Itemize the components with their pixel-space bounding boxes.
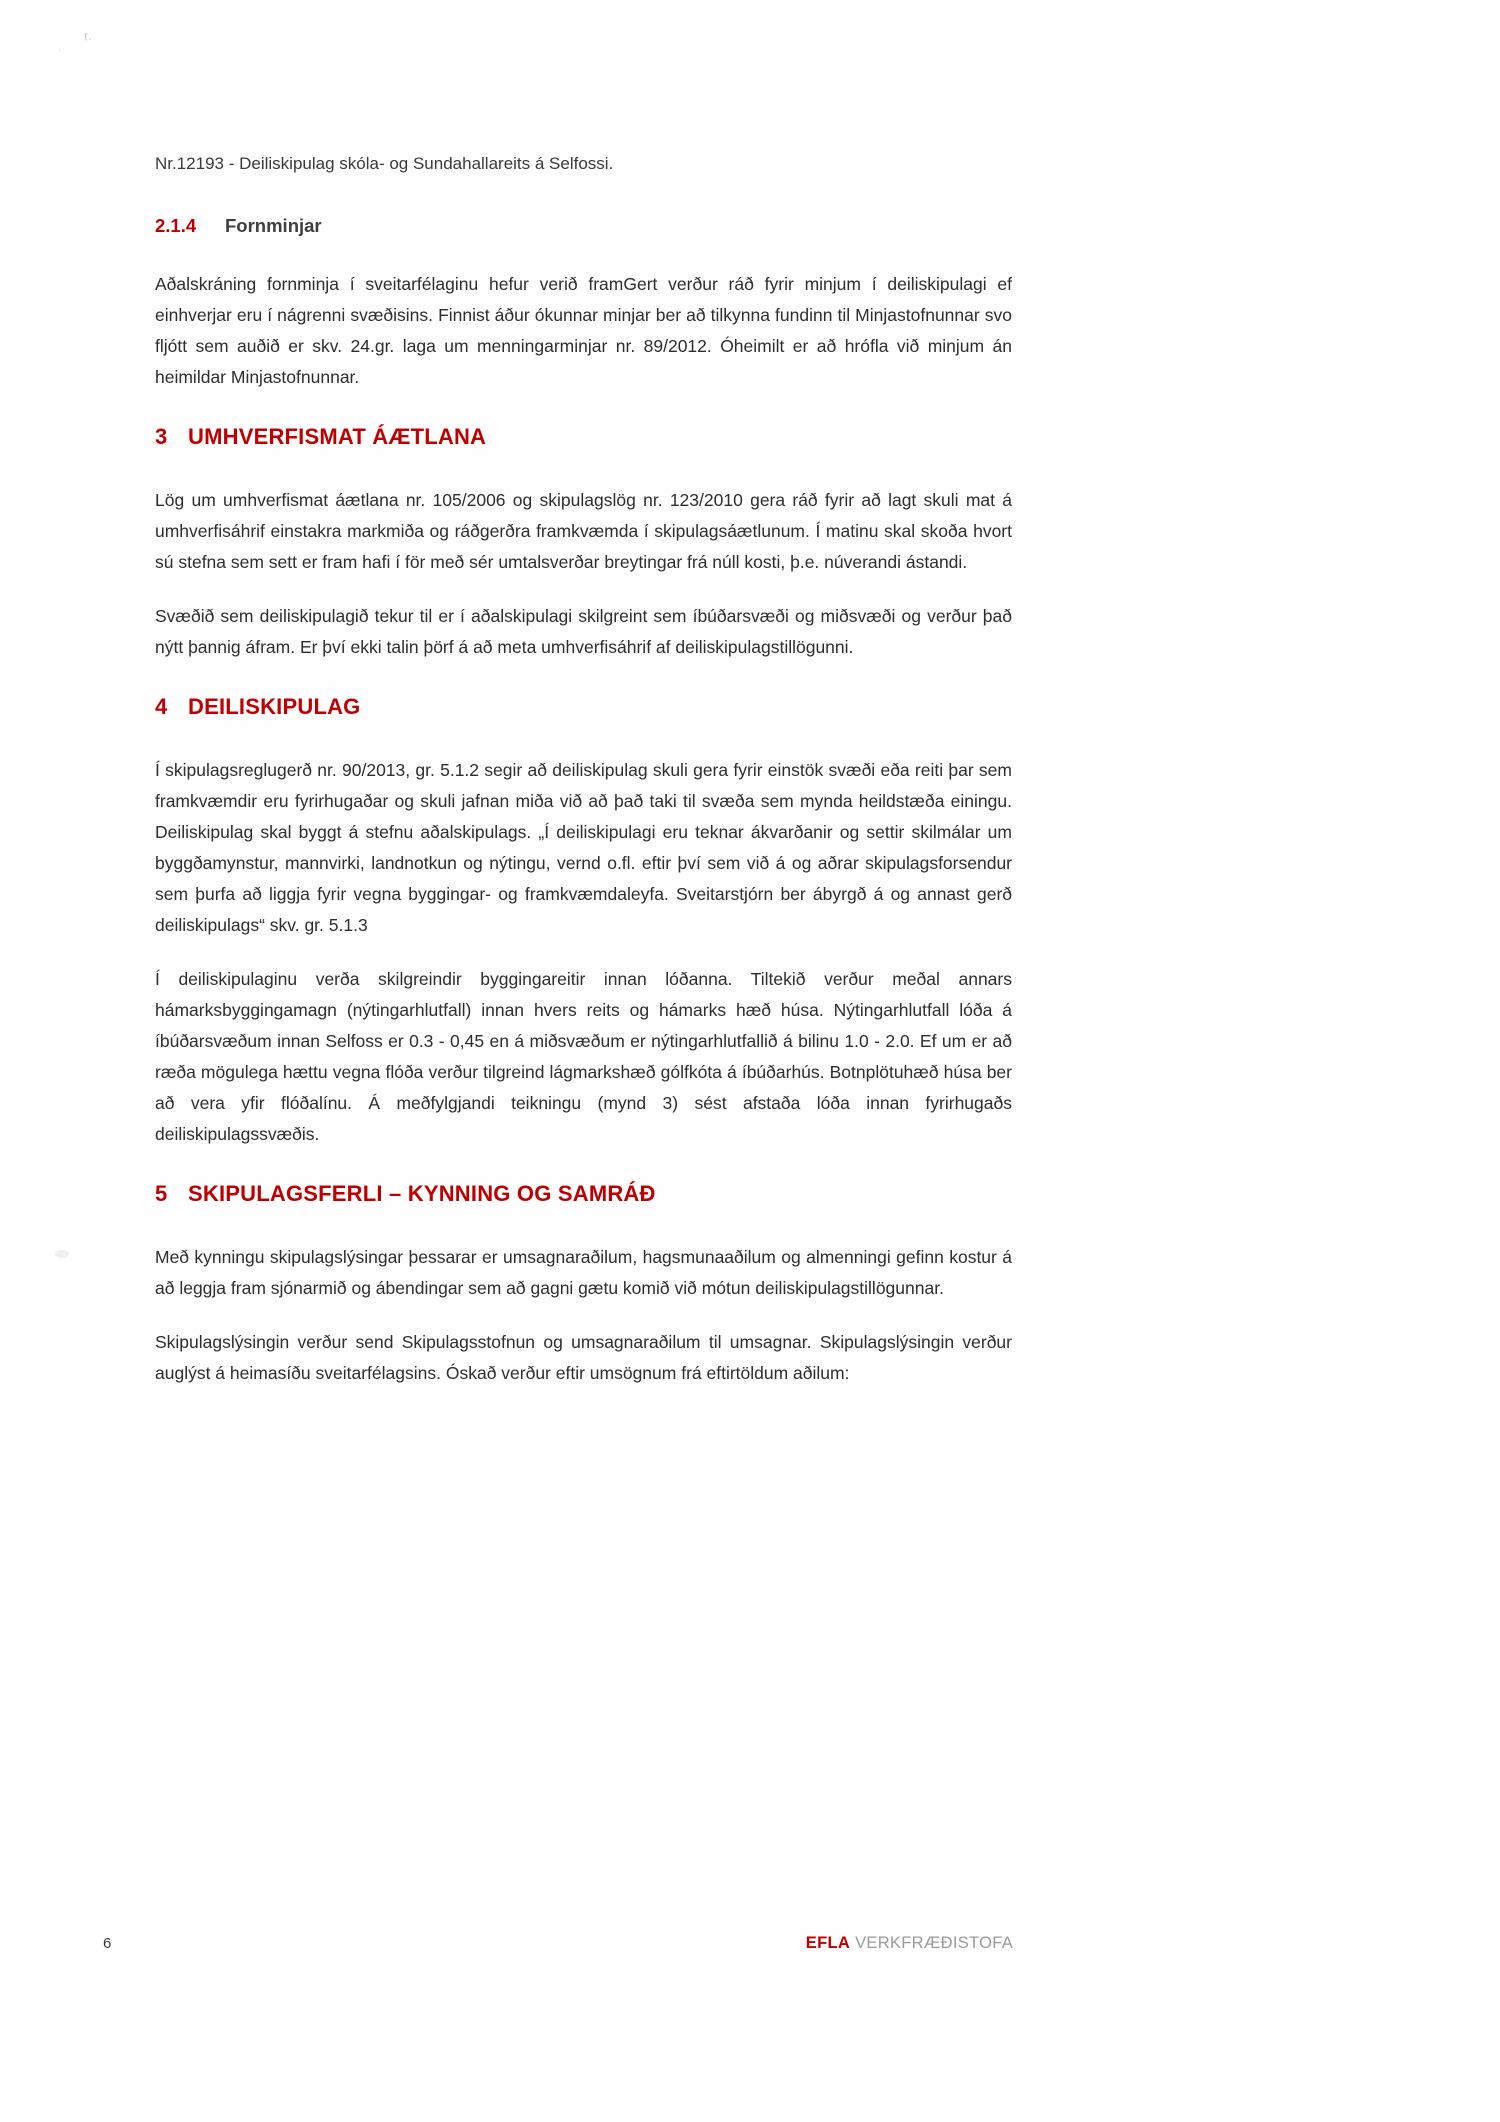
section-heading-umhverfismat — [155, 423, 1012, 451]
section-number: 3 — [155, 424, 168, 449]
paragraph: Með kynningu skipulagslýsingar þessarar er umsagnaraðilum, hagsmunaaðilum og almenningi gefinn kostur á að leggja fram sjónarmið og ábendingar sem að gagni gætu komið við mótun deiliskipulagstillögunnar. — [155, 1247, 1012, 1298]
paragraph: Skipulagslýsingin verður send Skipulagsstofnun og umsagnaraðilum til umsagnar. Skipulagslýsingin verður auglýst á heimasíðu sveitarfélagsins. Óskað verður eftir umsögnum frá eftirtöldum aðilum: — [155, 1332, 1012, 1383]
subsection-number: 2.1.4 — [155, 215, 197, 236]
paragraph: Í skipulagsreglugerð nr. 90/2013, gr. 5.1.2 segir að deiliskipulag skuli gera fyrir einstök svæði eða reiti þar sem framkvæmdir eru fyrirhugaðar og skuli jafnan miða við að það taki til svæða sem mynda heildstæða einingu. Deiliskipulag skal byggt á stefnu aðalskipulags. „Í deiliskipulagi eru teknar ákvarðanir og settir skilmálar um byggðamynstur, mannvirki, landnotkun og nýtingu, vernd o.fl. eftir því sem við á og aðrar skipulagsforsendur sem þurfa að liggja fyrir vegna byggingar- og framkvæmdaleyfa. Sveitarstjórn ber ábyrgð á og annast gerð deiliskipulags“ skv. gr. 5.1.3 — [155, 760, 1012, 935]
paragraph: Í deiliskipulaginu verða skilgreindir byggingareitir innan lóðanna. Tiltekið verður meðal annars hámarksbyggingamagn (nýtingarhlutfall) innan hvers reits og hámarks hæð húsa. Nýtingarhlutfall lóða á íbúðarsvæðum innan Selfoss er 0.3 - 0,45 en á miðsvæðum er nýtingarhlutfallið á bilinu 1.0 - 2.0. Ef um er að ræða mögulega hættu vegna flóða verður tilgreind lágmarkshæð gólfkóta á íbúðarhús. Botnplötuhæð húsa ber að vera yfir flóðalínu. Á meðfylgjandi teikningu (mynd 3) sést afstaða lóða innan fyrirhugaðs deiliskipulagssvæðis. — [155, 969, 1012, 1144]
subsection-heading-fornminjar — [155, 215, 1012, 237]
section-heading-skipulagsferli — [155, 1180, 1012, 1208]
scan-artifact: , — [58, 42, 61, 53]
brand-suffix: VERKFRÆÐISTOFA — [855, 1934, 1013, 1952]
scan-artifact — [55, 1250, 69, 1258]
section-title: UMHVERFISMAT ÁÆTLANA — [188, 424, 487, 449]
section-number: 5 — [155, 1181, 168, 1206]
section-number: 4 — [155, 694, 168, 719]
page-number: 6 — [103, 1935, 112, 1952]
section-title: DEILISKIPULAG — [188, 694, 361, 719]
paragraph: Aðalskráning fornminja í sveitarfélaginu hefur verið framGert verður ráð fyrir minjum í deiliskipulagi ef einhverjar eru í nágrenni svæðisins. Finnist áður ókunnar minjar ber að tilkynna fundinn til Minjastofnunnar svo fljótt sem auðið er skv. 24.gr. laga um menningarminjar nr. 89/2012. Óheimilt er að hrófla við minjum án heimildar Minjastofnunnar. — [155, 274, 1012, 387]
section-title: SKIPULAGSFERLI – KYNNING OG SAMRÁÐ — [188, 1181, 656, 1206]
document-title: Nr.12193 - Deiliskipulag skóla- og Sundahallareits á Selfossi. — [155, 154, 614, 173]
page-footer — [103, 1934, 1013, 1953]
document-content — [155, 0, 1012, 1389]
scan-artifact: r. — [82, 27, 93, 44]
section-heading-deiliskipulag — [155, 693, 1012, 721]
paragraph: Svæðið sem deiliskipulagið tekur til er í aðalskipulagi skilgreint sem íbúðarsvæði og miðsvæði og verður það nýtt þannig áfram. Er því ekki talin þörf á að meta umhverfisáhrif af deiliskipulagstillögunni. — [155, 606, 1012, 657]
brand-name: EFLA — [805, 1934, 851, 1952]
subsection-title: Fornminjar — [225, 215, 322, 236]
paragraph: Lög um umhverfismat áætlana nr. 105/2006 og skipulagslög nr. 123/2010 gera ráð fyrir að lagt skuli mat á umhverfisáhrif einstakra markmiða og ráðgerðra framkvæmda í skipulagsáætlunum. Í matinu skal skoða hvort sú stefna sem sett er fram hafi í för með sér umtalsverðar breytingar frá núll kosti, þ.e. núverandi ástandi. — [155, 490, 1012, 572]
company-logo — [806, 1934, 1013, 1953]
